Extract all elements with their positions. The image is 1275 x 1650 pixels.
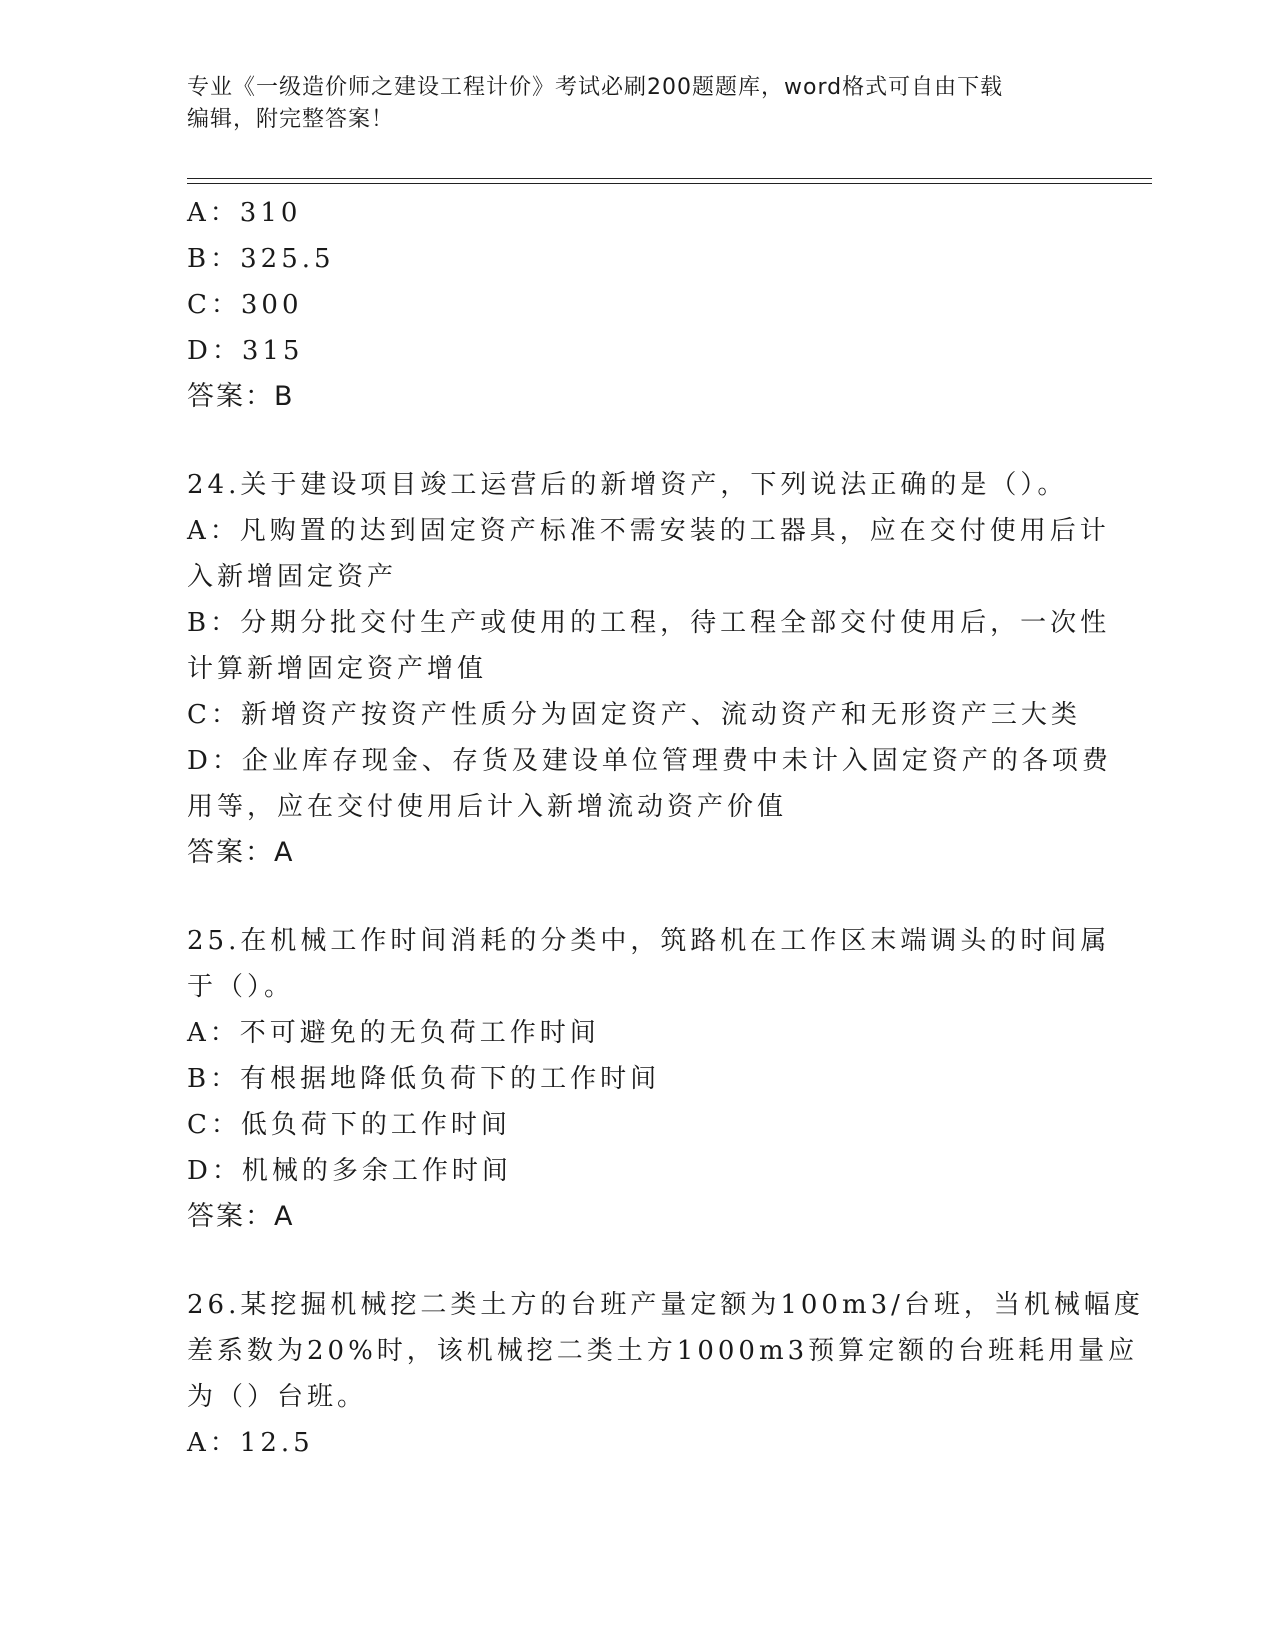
option-a: A：310 [187,198,302,228]
answer: 答案：A [187,1201,295,1232]
question-text-line-2: 差系数为20%时，该机械挖二类土方1000m3预算定额的台班耗用量应 [187,1336,1139,1366]
option-d: D：机械的多余工作时间 [187,1156,512,1186]
question-25 [187,918,1111,1240]
header-divider-top [187,178,1152,179]
option-b: B：325.5 [187,244,335,274]
option-a-line-1: A：凡购置的达到固定资产标准不需安装的工器具，应在交付使用后计 [187,516,1110,546]
option-c: C：低负荷下的工作时间 [187,1110,511,1140]
header-divider-bottom [187,183,1152,184]
question-text-line-1: 25.在机械工作时间消耗的分类中，筑路机在工作区末端调头的时间属 [187,926,1111,956]
option-a-line-2: 入新增固定资产 [187,562,398,592]
document-header [187,72,1087,136]
question-text-line-1: 26.某挖掘机械挖二类土方的台班产量定额为100m3/台班，当机械幅度 [187,1290,1144,1320]
question-24 [187,462,1112,876]
question-text-line-3: 为（）台班。 [187,1382,368,1412]
question-26 [187,1282,1144,1466]
header-line-2: 编辑，附完整答案！ [187,107,395,132]
option-d-line-1: D：企业库存现金、存货及建设单位管理费中未计入固定资产的各项费 [187,746,1112,776]
question-content [187,190,1144,1466]
answer: 答案：B [187,381,295,412]
header-line-1: 专业《一级造价师之建设工程计价》考试必刷200题题库，word格式可自由下载 [187,75,1004,100]
question-text: 24.关于建设项目竣工运营后的新增资产，下列说法正确的是（）。 [187,470,1068,500]
answer: 答案：A [187,837,295,868]
option-a: A：12.5 [187,1428,314,1458]
option-b: B：有根据地降低负荷下的工作时间 [187,1064,661,1094]
question-text-line-2: 于（）。 [187,972,295,1002]
option-c: C：新增资产按资产性质分为固定资产、流动资产和无形资产三大类 [187,700,1081,730]
option-d-line-2: 用等，应在交付使用后计入新增流动资产价值 [187,792,788,822]
option-b-line-1: B：分期分批交付生产或使用的工程，待工程全部交付使用后，一次性 [187,608,1111,638]
option-a: A：不可避免的无负荷工作时间 [187,1018,600,1048]
question-23 [187,190,1087,420]
option-b-line-2: 计算新增固定资产增值 [187,654,488,684]
option-c: C：300 [187,290,303,320]
option-d: D：315 [187,336,304,366]
